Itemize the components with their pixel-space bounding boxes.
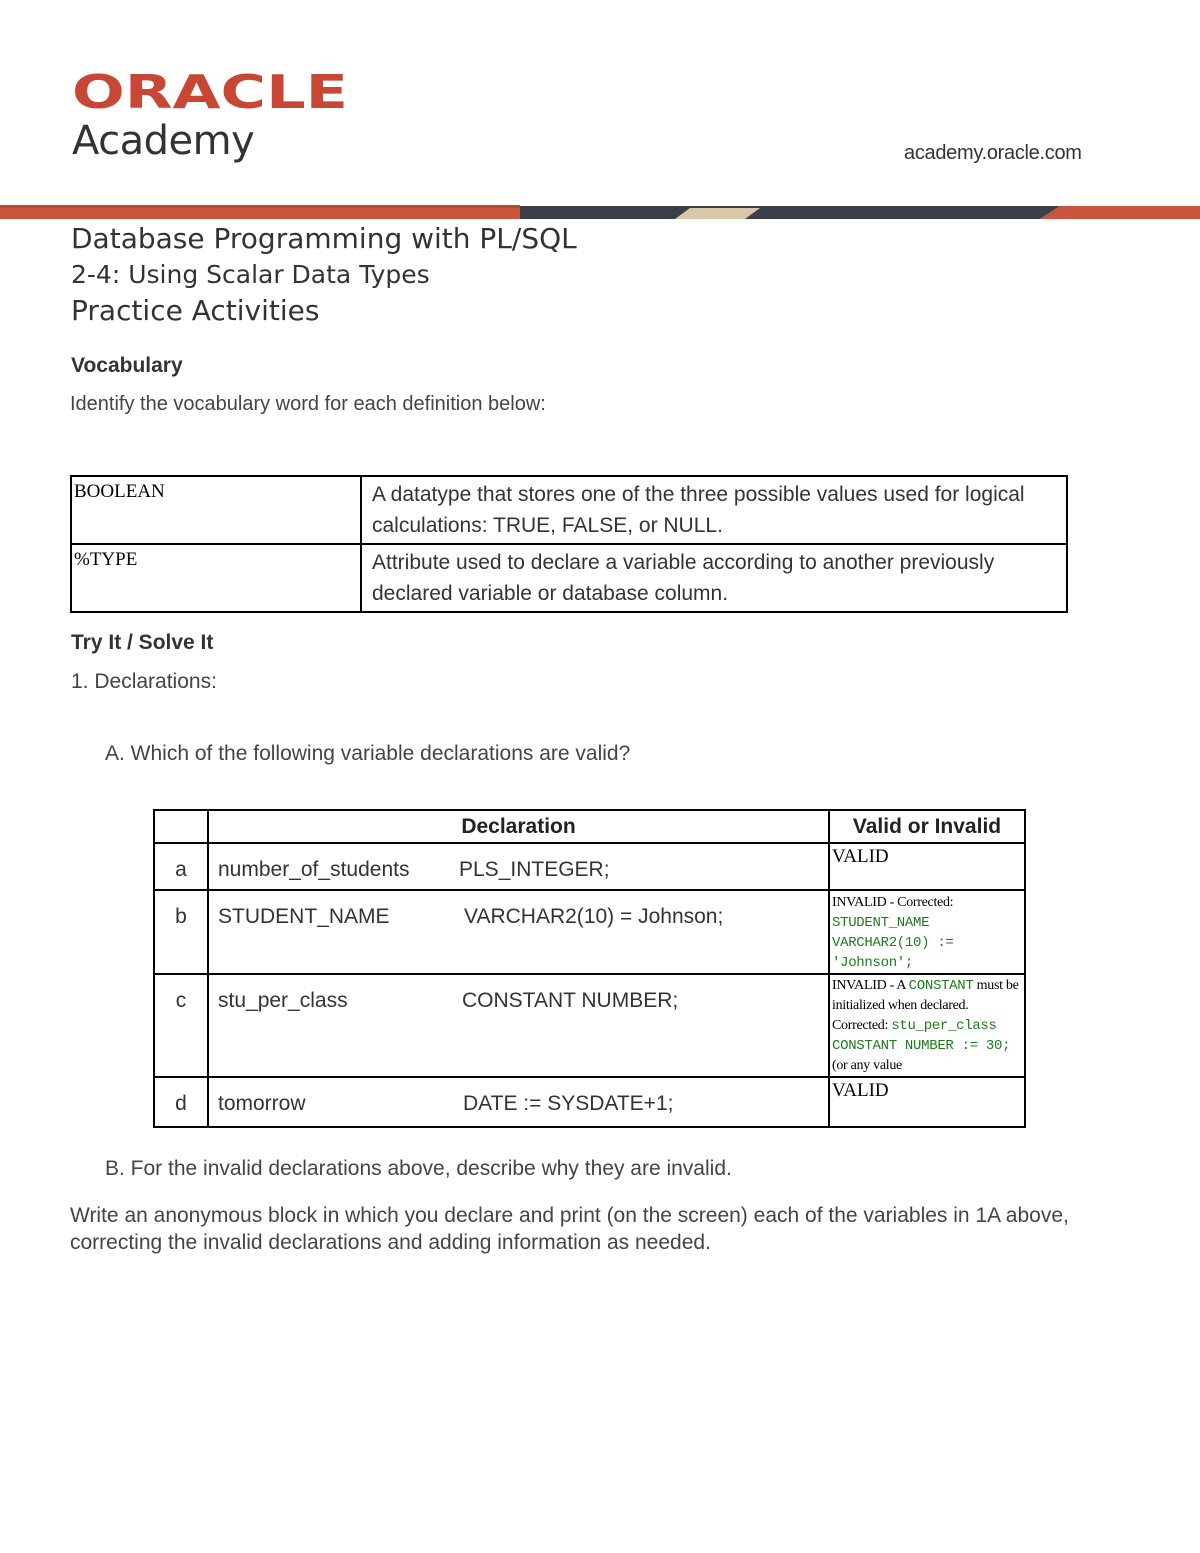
declaration-cell (208, 1077, 829, 1127)
variable-name: tomorrow (218, 1092, 306, 1115)
table-header-row (154, 810, 1025, 843)
variable-type: VARCHAR2(10) = Johnson; (464, 905, 724, 928)
corrected-code: stu_per_class CONSTANT NUMBER := 30; (832, 1018, 1011, 1054)
validity-answer: VALID (832, 846, 889, 867)
lesson-title: 2-4: Using Scalar Data Types (71, 260, 430, 289)
oracle-logo-text: ORACLE (72, 72, 348, 112)
variable-name: stu_per_class (218, 989, 348, 1012)
course-title: Database Programming with PL/SQL (71, 222, 577, 255)
academy-logo-text: Academy (72, 118, 255, 164)
constant-keyword: CONSTANT (908, 978, 974, 994)
vocabulary-instruction: Identify the vocabulary word for each definition below: (70, 393, 546, 415)
validity-answer: INVALID - Corrected: (832, 895, 954, 910)
row-letter: d (154, 1077, 208, 1127)
table-row (71, 544, 1067, 612)
practice-subtitle: Practice Activities (71, 294, 320, 327)
vocab-definition: Attribute used to declare a variable according to another previously declared variable or database column. (361, 544, 1067, 612)
decorative-banner (0, 202, 1200, 220)
validity-explanation: must be initialized when declared. Corrected: (832, 978, 1019, 1033)
variable-type: CONSTANT NUMBER; (462, 989, 679, 1012)
declaration-cell (208, 890, 829, 974)
blank-header (154, 810, 208, 843)
closing-instruction: Write an anonymous block in which you declare and print (on the screen) each of the variables in 1A above, correcting the invalid declarations and adding information as needed. (70, 1204, 1069, 1254)
row-letter: b (154, 890, 208, 974)
vocab-definition: A datatype that stores one of the three possible values used for logical calculations: TRUE, FALSE, or NULL. (361, 476, 1067, 544)
validity-note: (or any value (832, 1058, 902, 1073)
variable-name: number_of_students (218, 858, 410, 881)
table-row (71, 476, 1067, 544)
validity-cell (829, 890, 1025, 974)
declarations-table (153, 809, 1026, 1128)
vocabulary-table (70, 475, 1068, 613)
vocab-term: %TYPE (71, 544, 361, 612)
variable-name: STUDENT_NAME (218, 905, 390, 928)
table-row (154, 890, 1025, 974)
corrected-code: STUDENT_NAME VARCHAR2(10) := 'Johnson'; (832, 915, 954, 971)
variable-type: PLS_INTEGER; (459, 858, 610, 881)
declaration-cell (208, 974, 829, 1077)
site-url[interactable]: academy.oracle.com (904, 142, 1082, 164)
vocab-term: BOOLEAN (71, 476, 361, 544)
row-letter: a (154, 843, 208, 890)
validity-answer: INVALID - A (832, 978, 906, 993)
validity-header: Valid or Invalid (829, 810, 1025, 843)
validity-answer: VALID (832, 1080, 889, 1101)
table-row (154, 974, 1025, 1077)
declaration-header: Declaration (208, 810, 829, 843)
try-it-heading: Try It / Solve It (71, 631, 214, 654)
item-1-label: 1. Declarations: (71, 670, 217, 693)
oracle-logo (72, 72, 348, 112)
row-letter: c (154, 974, 208, 1077)
validity-cell (829, 843, 1025, 890)
table-row (154, 1077, 1025, 1127)
vocabulary-heading: Vocabulary (71, 354, 183, 377)
question-b: B. For the invalid declarations above, describe why they are invalid. (105, 1157, 732, 1180)
declaration-cell (208, 843, 829, 890)
variable-type: DATE := SYSDATE+1; (463, 1092, 674, 1115)
table-row (154, 843, 1025, 890)
validity-cell (829, 1077, 1025, 1127)
validity-cell (829, 974, 1025, 1077)
question-a: A. Which of the following variable declarations are valid? (105, 742, 631, 765)
